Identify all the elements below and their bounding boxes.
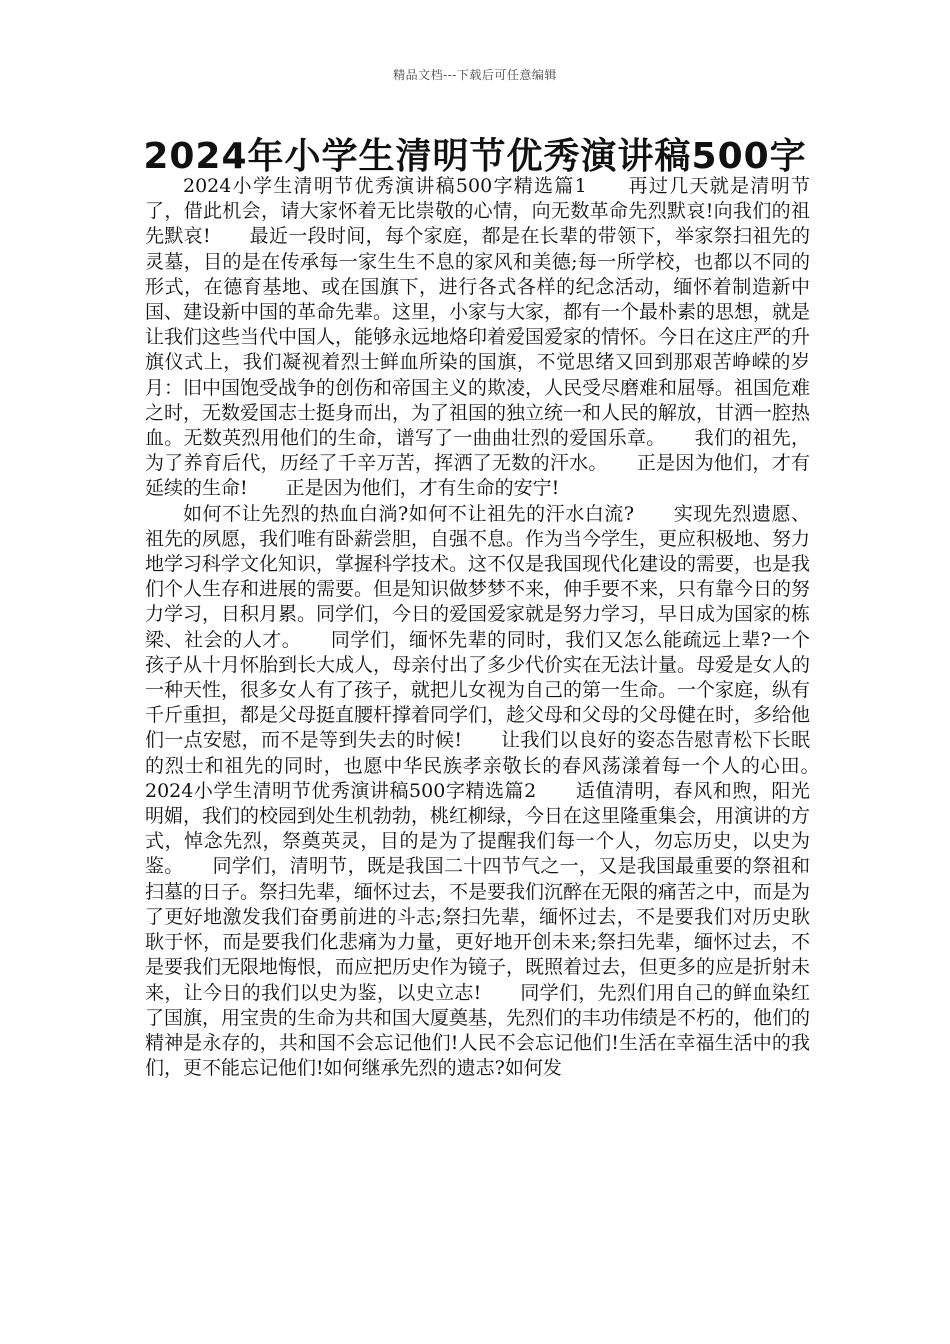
header-note: 精品文档---下载后可任意编辑 [393,68,557,82]
body-paragraph: 如何不让先烈的热血白淌?如何不让祖先的汗水白流? 实现先烈遗愿、祖先的夙愿，我们唯有卧薪尝胆，自强不息。作为当今学生，更应积极地、努力地学习科学文化知识，掌握科学技术。这不仅是我国现代化建设的需要，也是我们个人生存和进展的需要。但是知识做梦梦不来，伸手要不来，只有靠今日的努力学习，日积月累。同学们，今日的爱国爱家就是努力学习，早日成为国家的栋梁、社会的人才。 同学们，缅怀先辈的同时，我们又怎么能疏远上辈?一个孩子从十月怀胎到长大成人，母亲付出了多少代价实在无法计量。母爱是女人的一种天性，很多女人有了孩子，就把儿女视为自己的第一生命。一个家庭，纵有千斤重担，都是父母挺直腰杆撑着同学们，趁父母和父母的父母健在时，多给他们一点安慰，而不是等到失去的时候! 让我们以良好的姿态告慰青松下长眠的烈士和祖先的同时，也愿中华民族孝亲敬长的春风荡漾着每一个人的心田。 2024小学生清明节优秀演讲稿500字精选篇2 适值清明，春风和煦，阳光明媚，我们的校园到处生机勃勃，桃红柳绿，今日在这里隆重集会，用演讲的方式，悼念先烈，祭奠英灵，目的是为了提醒我们每一个人，勿忘历史，以史为鉴。 同学们，清明节，既是我国二十四节气之一，又是我国最重要的祭祖和扫墓的日子。祭扫先辈，缅怀过去，不是要我们沉醉在无限的痛苦之中，而是为了更好地激发我们奋勇前进的斗志;祭扫先辈，缅怀过去，不是要我们对历史耿耿于怀，而是要我们化悲痛为力量，更好地开创未来;祭扫先辈，缅怀过去，不是要我们无限地悔恨，而应把历史作为镜子，既照着过去，但更多的应是折射未来，让今日的我们以史为鉴，以史立志! 同学们，先烈们用自己的鲜血染红了国旗，用宝贵的生命为共和国大厦奠基，先烈们的丰功伟绩是不朽的，他们的精神是永存的，共和国不会忘记他们!人民不会忘记他们!生活在幸福生活中的我们，更不能忘记他们!如何继承先烈的遗志?如何发 [145,502,849,1080]
body-paragraph: 2024小学生清明节优秀演讲稿500字精选篇1 再过几天就是清明节了，借此机会，请大家怀着无比崇敬的心情，向无数革命先烈默哀!向我们的祖先默哀! 最近一段时间，每个家庭，都是在长辈的带领下，举家祭扫祖先的灵墓，目的是在传承每一家生生不息的家风和美德;每一所学校，也都以不同的形式，在德育基地、或在国旗下，进行各式各样的纪念活动，缅怀着制造新中国、建设新中国的革命先辈。这里，小家与大家，都有一个最朴素的思想，就是让我们这些当代中国人，能够永远地烙印着爱国爱家的情怀。今日在这庄严的升旗仪式上，我们凝视着烈士鲜血所染的国旗，不觉思绪又回到那艰苦峥嵘的岁月：旧中国饱受战争的创伤和帝国主义的欺凌，人民受尽磨难和屈辱。祖国危难之时，无数爱国志士挺身而出，为了祖国的独立统一和人民的解放，甘洒一腔热血。无数英烈用他们的生命，谱写了一曲曲壮烈的爱国乐章。 我们的祖先，为了养育后代，历经了千辛万苦，挥洒了无数的汗水。 正是因为他们，才有延续的生命! 正是因为他们，才有生命的安宁! [145,175,811,500]
document-body [145,174,849,1081]
page-title: 2024年小学生清明节优秀演讲稿500字 [143,136,807,177]
